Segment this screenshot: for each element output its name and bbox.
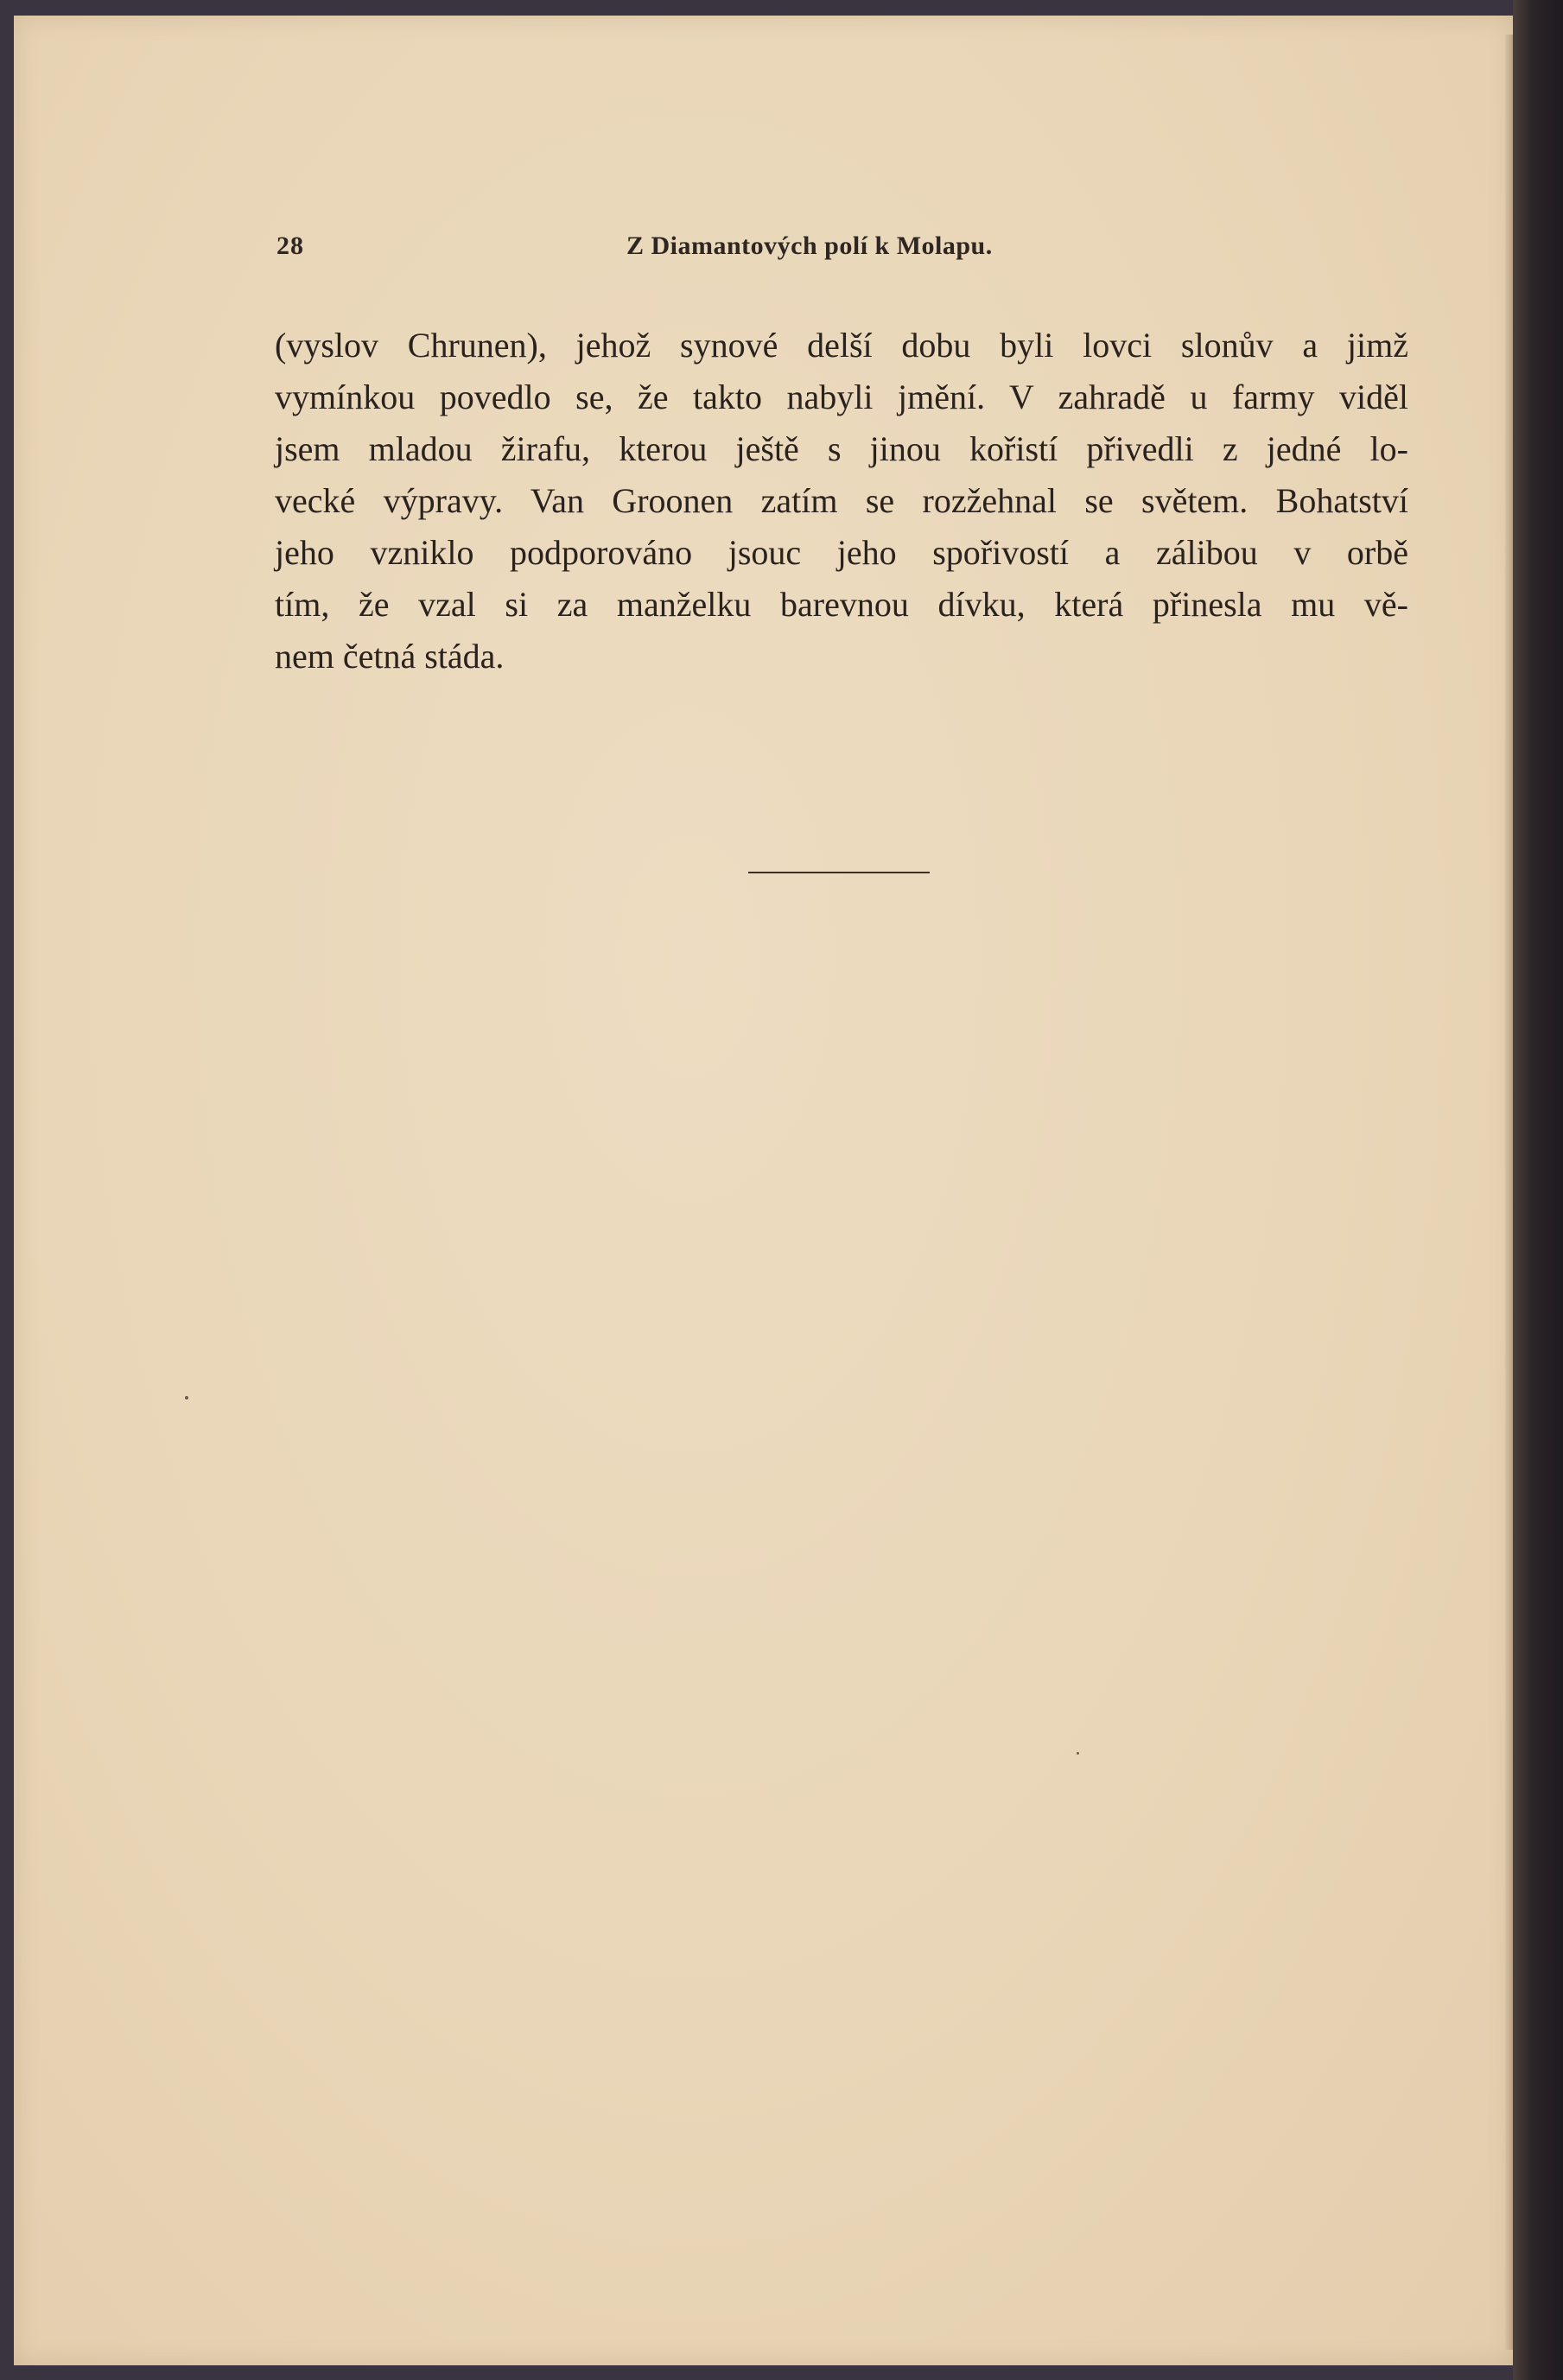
text-line: jeho vzniklo podporováno jsouc jeho spořivostí a zálibou v orbě (275, 533, 1408, 572)
text-line: tím, že vzal si za manželku barevnou dívku, která přinesla mu vě- (275, 585, 1408, 624)
body-paragraph (275, 320, 1408, 682)
text-line: (vyslov Chrunen), jehož synové delší dobu byli lovci slonův a jimž (275, 326, 1408, 365)
section-end-rule (748, 872, 930, 873)
text-line: vecké výpravy. Van Groonen zatím se rozžehnal se světem. Bohatství (275, 481, 1408, 520)
running-title: Z Diamantových polí k Molapu. (626, 232, 993, 260)
book-spine (1513, 0, 1563, 2380)
paper-speck (1077, 1752, 1079, 1755)
text-line: jsem mladou žirafu, kterou ještě s jinou kořistí přivedli z jedné lo- (275, 429, 1408, 468)
page-header (276, 232, 1408, 266)
page-number: 28 (276, 232, 304, 260)
paper-speck (185, 1396, 188, 1399)
text-line: vymínkou povedlo se, že takto nabyli jmění. V zahradě u farmy viděl (275, 378, 1408, 416)
text-line: nem četná stáda. (275, 637, 505, 676)
